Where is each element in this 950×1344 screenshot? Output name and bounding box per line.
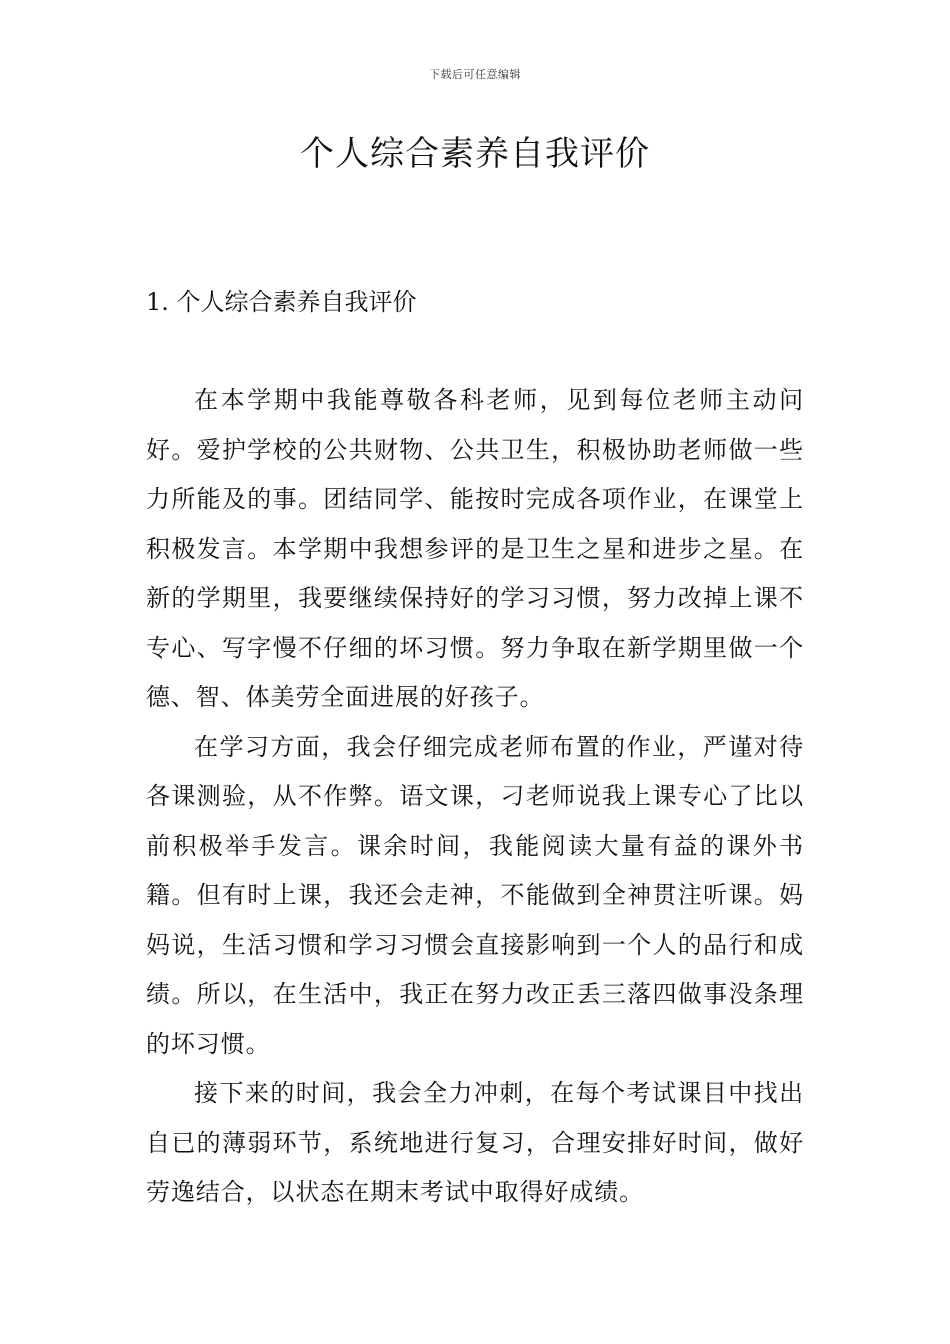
body-text bbox=[146, 376, 804, 1218]
paragraph: 在学习方面，我会仔细完成老师布置的作业，严谨对待各课测验，从不作弊。语文课，刁老师说我上课专心了比以前积极举手发言。课余时间，我能阅读大量有益的课外书籍。但有时上课，我还会走神，不能做到全神贯注听课。妈妈说，生活习惯和学习习惯会直接影响到一个人的品行和成绩。所以，在生活中，我正在努力改正丢三落四做事没条理的坏习惯。 bbox=[146, 732, 804, 1058]
paragraph: 在本学期中我能尊敬各科老师，见到每位老师主动问好。爱护学校的公共财物、公共卫生，积极协助老师做一些力所能及的事。团结同学、能按时完成各项作业，在课堂上积极发言。本学期中我想参评的是卫生之星和进步之星。在新的学期里，我要继续保持好的学习习惯，努力改掉上课不专心、写字慢不仔细的坏习惯。努力争取在新学期里做一个德、智、体美劳全面进展的好孩子。 bbox=[146, 386, 804, 711]
paragraph: 接下来的时间，我会全力冲刺，在每个考试课目中找出自已的薄弱环节，系统地进行复习，合理安排好时间，做好劳逸结合，以状态在期末考试中取得好成绩。 bbox=[146, 1079, 804, 1206]
document-title: 个人综合素养自我评价 bbox=[300, 134, 650, 174]
header-note: 下载后可任意编辑 bbox=[429, 68, 521, 81]
section-heading: 1. 个人综合素养自我评价 bbox=[146, 288, 417, 316]
